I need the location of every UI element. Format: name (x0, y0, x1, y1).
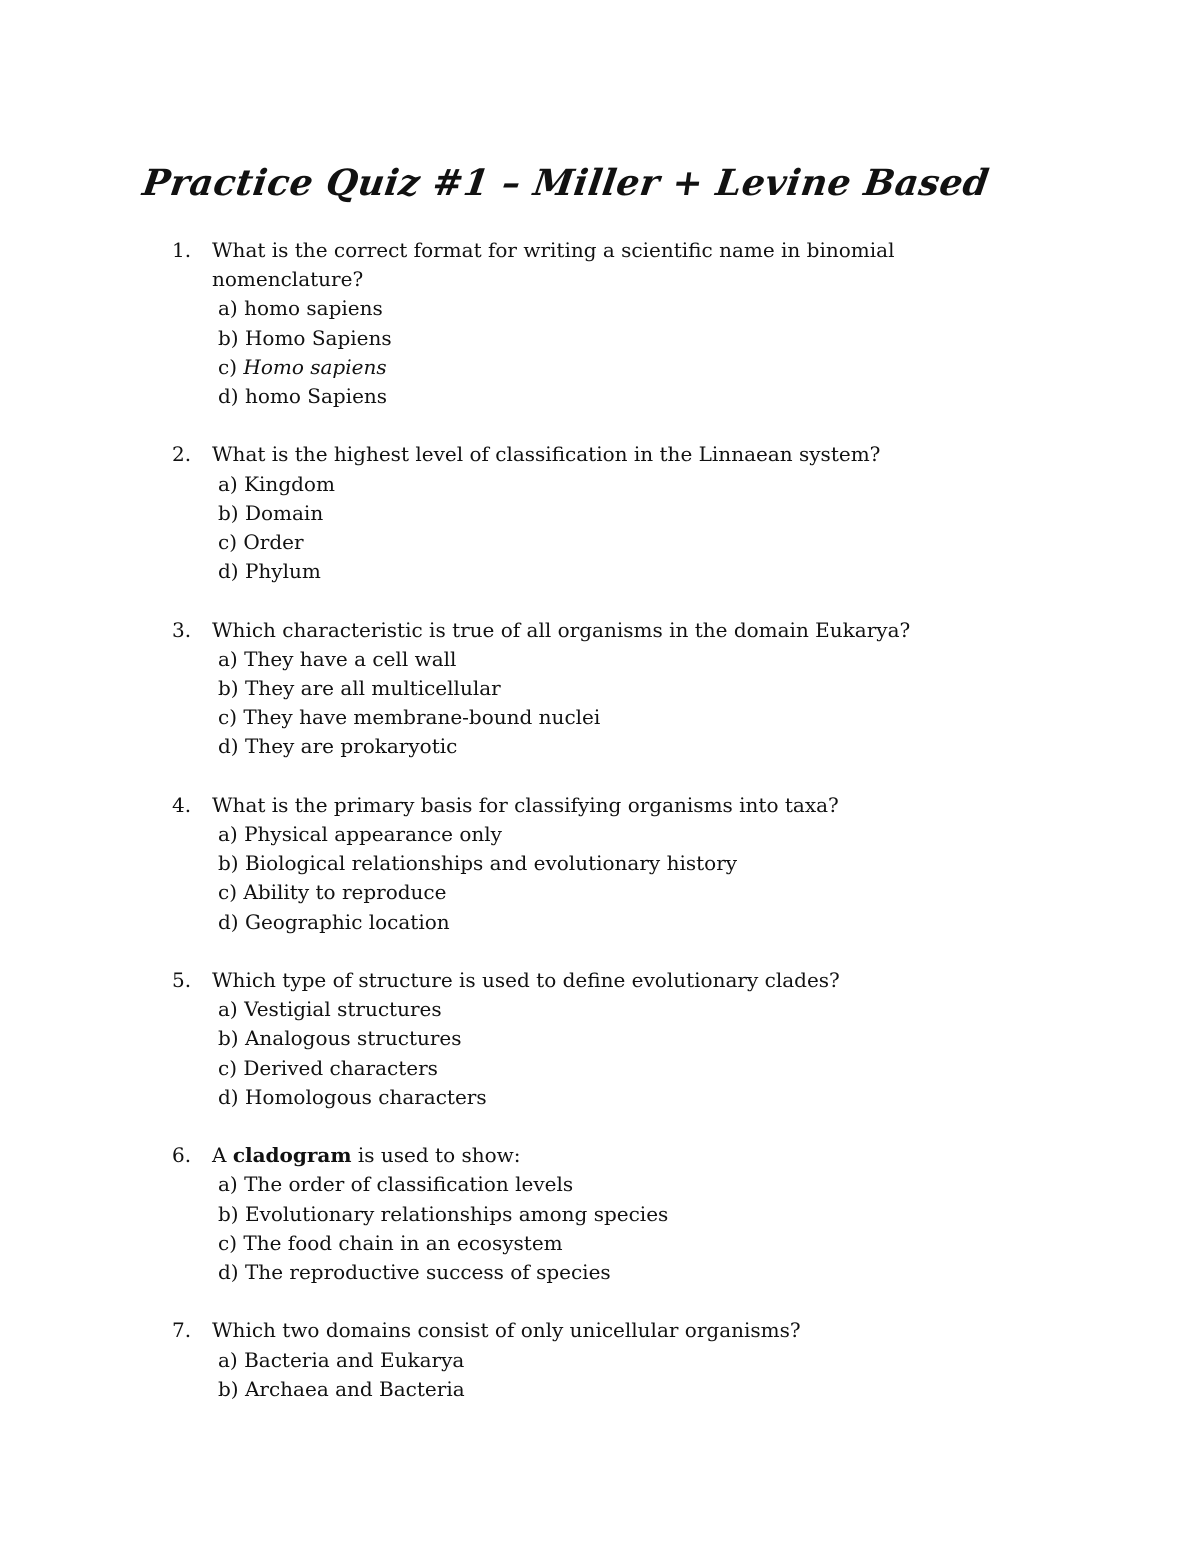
option-c (218, 528, 1072, 557)
option-letter: b) (218, 1026, 239, 1051)
option-text: The reproductive success of species (244, 1260, 611, 1285)
question-number: 2. (172, 442, 192, 467)
option-list (212, 820, 1072, 937)
question-2 (172, 440, 1072, 586)
question-number: 1. (172, 238, 192, 262)
question-keyword: cladogram (232, 1143, 352, 1168)
option-letter: b) (218, 851, 239, 876)
option-list (212, 470, 1072, 587)
question-7 (172, 1316, 1072, 1404)
option-text: Kingdom (244, 471, 335, 496)
option-b (218, 849, 1072, 878)
option-text: homo Sapiens (244, 384, 388, 409)
option-letter: d) (218, 384, 239, 409)
question-number: 7. (172, 1318, 192, 1343)
option-letter: a) (218, 646, 238, 671)
question-text: Which characteristic is true of all organisms in the domain Eukarya? (212, 617, 911, 642)
option-letter: d) (218, 734, 239, 759)
question-3 (172, 616, 1072, 762)
option-letter: b) (218, 500, 239, 525)
option-b (218, 1375, 1072, 1404)
question-number: 4. (172, 792, 192, 817)
question-text: Which type of structure is used to define evolutionary clades? (212, 968, 840, 993)
option-text: Bacteria and Eukarya (244, 1347, 465, 1372)
question-number: 5. (172, 968, 192, 993)
option-letter: b) (218, 676, 239, 701)
option-b (218, 674, 1072, 703)
option-text: Ability to reproduce (243, 880, 447, 905)
option-letter: b) (218, 1201, 239, 1226)
option-text: Geographic location (244, 909, 450, 934)
option-list (212, 645, 1072, 762)
option-text: Domain (244, 500, 324, 525)
question-text: What is the correct format for writing a scientific name in binomial nomenclature? (212, 238, 895, 292)
question-5 (172, 966, 1072, 1112)
option-letter: a) (218, 471, 238, 496)
question-4 (172, 791, 1072, 937)
option-c (218, 878, 1072, 907)
question-text-suffix: is used to show: (357, 1143, 521, 1168)
option-a (218, 645, 1072, 674)
option-text: The order of classification levels (244, 1172, 574, 1197)
option-text: They have a cell wall (244, 646, 457, 671)
option-text: Derived characters (243, 1055, 438, 1080)
question-text (212, 1141, 972, 1170)
option-letter: a) (218, 997, 238, 1022)
option-d (218, 557, 1072, 586)
option-c (218, 1054, 1072, 1083)
option-text: Vestigial structures (244, 997, 442, 1022)
option-text: They have membrane-bound nuclei (243, 705, 601, 730)
option-c (218, 703, 1072, 732)
option-a (218, 995, 1072, 1024)
option-text: Physical appearance only (244, 822, 502, 847)
option-text: Biological relationships and evolutionary history (244, 851, 738, 876)
option-letter: d) (218, 1260, 239, 1285)
option-d (218, 1258, 1072, 1287)
option-letter: b) (218, 1376, 239, 1401)
option-text: They are prokaryotic (244, 734, 458, 759)
option-letter: a) (218, 822, 238, 847)
quiz-title: Practice Quiz #1 – Miller + Levine Based (140, 162, 992, 204)
option-letter: a) (218, 296, 238, 321)
option-text: Phylum (244, 559, 321, 584)
question-number: 3. (172, 617, 192, 642)
option-d (218, 1083, 1072, 1112)
option-text: Homo Sapiens (244, 325, 392, 350)
option-text: Archaea and Bacteria (244, 1376, 465, 1401)
option-text: Evolutionary relationships among species (244, 1201, 669, 1226)
option-letter: c) (218, 1055, 238, 1080)
question-text: What is the primary basis for classifying organisms into taxa? (212, 792, 839, 817)
option-text: Homo sapiens (243, 354, 387, 379)
option-list (212, 1170, 1072, 1287)
option-text: homo sapiens (244, 296, 383, 321)
option-d (218, 382, 1072, 411)
option-d (218, 732, 1072, 761)
option-letter: c) (218, 354, 238, 379)
option-letter: d) (218, 559, 239, 584)
question-number: 6. (172, 1143, 192, 1168)
option-letter: c) (218, 705, 238, 730)
question-text: Which two domains consist of only unicellular organisms? (212, 1318, 801, 1343)
option-letter: c) (218, 1230, 238, 1255)
option-a (218, 470, 1072, 499)
question-text: What is the highest level of classification in the Linnaean system? (212, 442, 881, 467)
option-d (218, 908, 1072, 937)
option-letter: d) (218, 909, 239, 934)
option-text: Order (243, 530, 304, 555)
option-letter: a) (218, 1172, 238, 1197)
option-list (212, 995, 1072, 1112)
option-a (218, 1346, 1072, 1375)
option-letter: b) (218, 325, 239, 350)
option-a (218, 1170, 1072, 1199)
option-c (218, 1229, 1072, 1258)
option-b (218, 499, 1072, 528)
option-letter: c) (218, 530, 238, 555)
option-b (218, 1024, 1072, 1053)
option-text: Homologous characters (244, 1084, 487, 1109)
option-b (218, 1200, 1072, 1229)
question-text-prefix: A (212, 1143, 227, 1168)
option-list (212, 294, 1072, 411)
option-letter: d) (218, 1084, 239, 1109)
option-a (218, 820, 1072, 849)
option-text: The food chain in an ecosystem (243, 1230, 563, 1255)
option-a (218, 294, 1072, 323)
option-text: They are all multicellular (244, 676, 501, 701)
option-c (218, 353, 1072, 382)
option-b (218, 324, 1072, 353)
option-letter: a) (218, 1347, 238, 1372)
question-6 (172, 1141, 1072, 1287)
option-text: Analogous structures (244, 1026, 462, 1051)
option-letter: c) (218, 880, 238, 905)
question-1 (172, 236, 1072, 411)
question-list (172, 236, 1072, 1433)
option-list (212, 1346, 1072, 1404)
